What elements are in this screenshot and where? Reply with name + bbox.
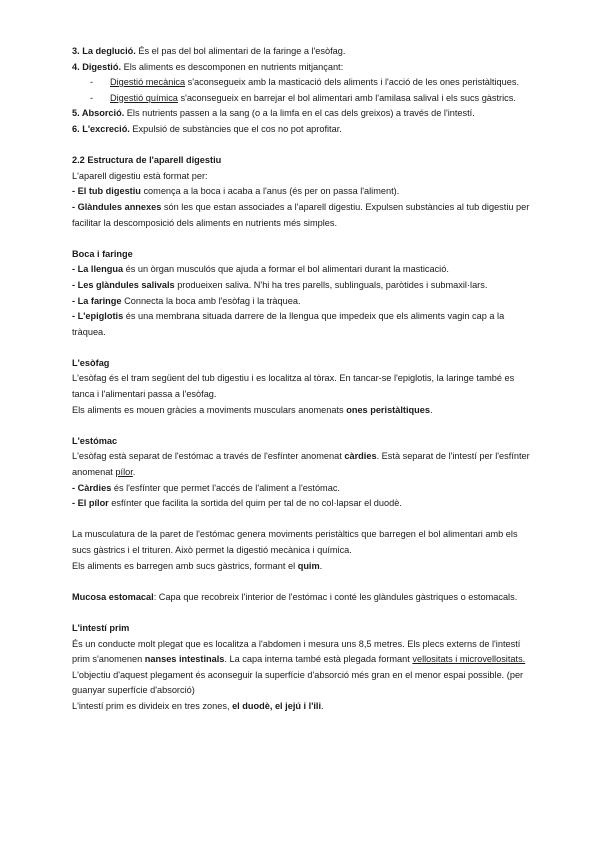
bold-term: - L'epiglotis bbox=[72, 311, 124, 322]
section-heading-boca: Boca i faringe bbox=[72, 248, 133, 259]
paragraph-text: . bbox=[321, 700, 324, 711]
bold-term: quim bbox=[297, 560, 320, 571]
paragraph-cardies bbox=[72, 481, 532, 497]
bold-term: - Càrdies bbox=[72, 482, 112, 493]
paragraph-text: és un òrgan musculós que ajuda a formar el bol alimentari durant la masticació. bbox=[123, 264, 449, 275]
paragraph-text: és una membrana situada darrere de la llengua que impedeix que els aliments vagin cap a la tràquea. bbox=[72, 311, 505, 337]
bold-term: - El tub digestiu bbox=[72, 186, 141, 197]
paragraph-text: esfínter que facilita la sortida del quim per tal de no col·lapsar el duodè. bbox=[108, 498, 402, 509]
paragraph-text: Connecta la boca amb l'esòfag i la tràquea. bbox=[121, 295, 301, 306]
paragraph-text: Els aliments es barregen amb sucs gàstrics, formant el bbox=[72, 560, 298, 571]
paragraph-pilor bbox=[72, 496, 532, 512]
paragraph-text: comença a la boca i acaba a l'anus (és per on passa l'aliment). bbox=[140, 186, 400, 197]
underlined-term: pílor bbox=[115, 467, 133, 478]
paragraph-estomac-2: La musculatura de la paret de l'estómac genera moviments peristàltics que barregen el bol alimentari amb els sucs gàstrics i el trituren. Això permet la digestió mecànica i química. bbox=[72, 529, 518, 555]
bold-term: ones peristàltiques bbox=[346, 404, 430, 415]
bold-term: - Les glàndules salivals bbox=[72, 279, 175, 290]
paragraph-llengua bbox=[72, 262, 532, 278]
paragraph-faringe bbox=[72, 294, 532, 310]
dash-bullet: - bbox=[90, 92, 94, 103]
paragraph-text: és l'esfínter que permet l'accés de l'aliment a l'estómac. bbox=[111, 482, 340, 493]
paragraph-intesti-1 bbox=[72, 637, 532, 699]
document-page bbox=[72, 44, 532, 715]
paragraph-esofag-2 bbox=[72, 403, 532, 419]
paragraph-text: . bbox=[429, 404, 433, 415]
underlined-term: Digestió mecànica bbox=[110, 77, 186, 88]
section-heading-estomac: L'estómac bbox=[72, 435, 118, 446]
item-text: Expulsió de substàncies que el cos no pot aprofitar. bbox=[129, 123, 342, 134]
paragraph-intesti-2 bbox=[72, 699, 532, 715]
paragraph-salivals bbox=[72, 278, 532, 294]
item-number: 6. bbox=[72, 123, 83, 134]
item-text: Els aliments es descomponen en nutrients mitjançant: bbox=[121, 61, 344, 72]
paragraph-text: . Està separat de l'intestí per l'esfínter anomenat bbox=[72, 451, 530, 478]
paragraph-estomac-1 bbox=[72, 449, 532, 480]
subitem-text: s'aconsegueix en barrejar el bol alimentari amb l'amilasa salival i els sucs gàstrics. bbox=[177, 92, 516, 103]
item-text: És el pas del bol alimentari de la faringe a l'esòfag. bbox=[135, 46, 346, 56]
item-number: 5. bbox=[72, 108, 82, 119]
item-text: Els nutrients passen a la sang (o a la limfa en el cas dels greixos) a través de l'intestí. bbox=[124, 108, 475, 119]
paragraph-text: L'intestí prim es divideix en tres zones, bbox=[72, 700, 233, 711]
underlined-term: Digestió química bbox=[110, 92, 178, 103]
paragraph-text: . bbox=[319, 560, 323, 571]
paragraph-mucosa bbox=[72, 590, 532, 606]
item-deglucio bbox=[72, 44, 532, 60]
paragraph-glandules-annexes bbox=[72, 200, 532, 231]
bold-term: nanses intestinals bbox=[144, 654, 225, 665]
dash-bullet: - bbox=[90, 77, 94, 88]
paragraph-text: són les que estan associades a l'aparell digestiu. Expulsen substàncies al tub digestiu per facilitar la descomposició dels aliments en nutrients més simples. bbox=[72, 201, 530, 228]
item-title: Absorció. bbox=[81, 108, 125, 119]
paragraph-esofag-1: L'esòfag és el tram següent del tub digestiu i es localitza al tòrax. En tancar-se l'epiglotis, la laringe també es tanca i l'alimentari passa a l'esòfag. bbox=[72, 373, 515, 400]
paragraph-estomac-3 bbox=[72, 559, 532, 575]
bold-term: - El pílor bbox=[72, 498, 109, 509]
section-heading: 2.2 Estructura de l'aparell digestiu bbox=[72, 155, 222, 166]
paragraph-text: Els aliments es mouen gràcies a moviments musculars anomenats bbox=[72, 404, 347, 415]
section-intro: L'aparell digestiu està format per: bbox=[72, 170, 208, 181]
paragraph-tub-digestiu bbox=[72, 184, 532, 200]
bold-term: - Glàndules annexes bbox=[72, 201, 162, 212]
paragraph-text: produeixen saliva. N'hi ha tres parells, sublinguals, paròtides i submaxil·lars. bbox=[174, 279, 488, 290]
paragraph-text: L'objectiu d'aquest plegament és aconseguir la superfície d'absorció més gran en el menor espai possible. (per guanyar superfície d'absorció) bbox=[72, 669, 524, 696]
paragraph-epiglotis bbox=[72, 309, 532, 340]
bold-term: Mucosa estomacal bbox=[72, 591, 154, 602]
item-absorcio bbox=[72, 106, 532, 122]
bold-term: càrdies bbox=[344, 451, 377, 462]
bold-term: - La faringe bbox=[72, 295, 122, 306]
paragraph-text: : Capa que recobreix l'interior de l'estómac i conté les glàndules gàstriques o estomacals. bbox=[153, 591, 518, 602]
item-digestio bbox=[72, 60, 532, 76]
item-title: La deglució. bbox=[82, 46, 136, 56]
paragraph-text: L'esòfag està separat de l'estómac a través de l'esfínter anomenat bbox=[72, 451, 345, 462]
item-number: 3. bbox=[72, 46, 83, 56]
subitem-digestio-mecanica bbox=[72, 75, 532, 91]
section-heading-intesti: L'intestí prim bbox=[72, 622, 130, 633]
bold-term: - La llengua bbox=[72, 264, 124, 275]
paragraph-text: . La capa interna també està plegada formant bbox=[224, 654, 413, 665]
item-number: 4. bbox=[72, 61, 83, 72]
item-excrecio bbox=[72, 122, 532, 138]
subitem-text: s'aconsegueix amb la masticació dels aliments i l'acció de les ones peristàltiques. bbox=[185, 77, 519, 88]
item-title: L'excreció. bbox=[82, 123, 130, 134]
subitem-digestio-quimica bbox=[72, 91, 532, 107]
section-heading-esofag: L'esòfag bbox=[72, 357, 110, 368]
item-title: Digestió. bbox=[82, 61, 122, 72]
paragraph-text: . bbox=[132, 467, 136, 478]
underlined-term: vellositats i microvellositats. bbox=[412, 654, 526, 665]
paragraph-text: És un conducte molt plegat que es localitza a l'abdomen i mesura uns 8,5 metres. Els plecs externs de l'intestí prim s'anomenen bbox=[72, 638, 521, 665]
bold-term: el duodè, el jejú i l'ili bbox=[232, 700, 322, 711]
